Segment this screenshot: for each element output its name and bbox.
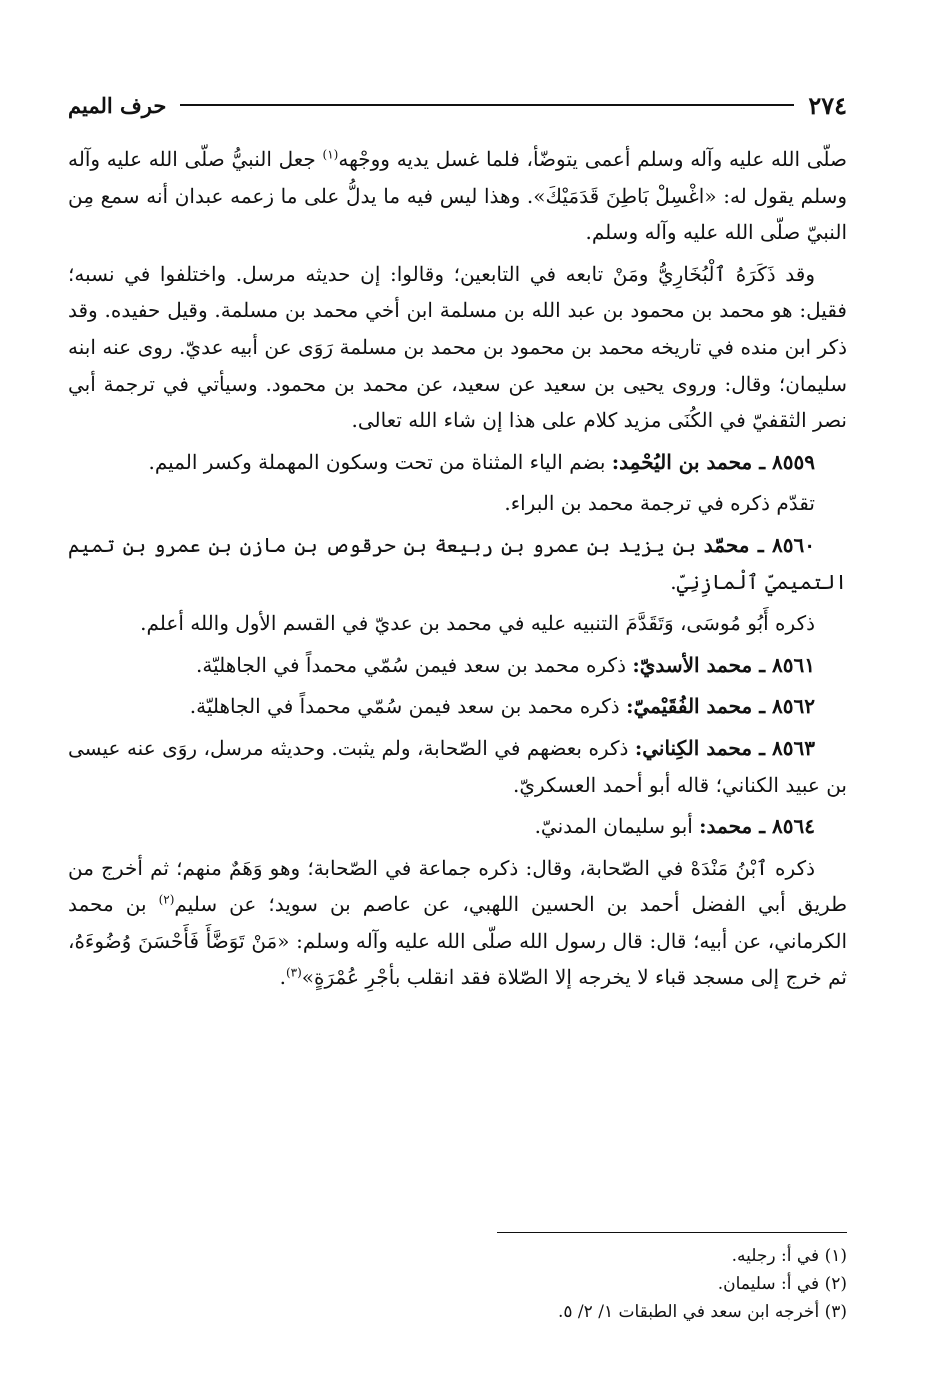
entry-text: ذكره محمد بن سعد فيمن سُمّي محمداً في الجاهليّة. [189, 694, 627, 719]
running-title: حرف الميم [68, 92, 167, 118]
footnote-3: (٣) أخرجه ابن سعد في الطبقات ١/ ٢/ ٥. [557, 1302, 847, 1322]
entry-8564 [68, 808, 847, 845]
paragraph [68, 256, 847, 439]
paragraph-text: جعل النبيُّ صلّى الله عليه وآله وسلم يقول له: «اغْسِلْ بَاطِنَ قَدَمَيْكَ». وهذا ليس فيه ما يدلُّ على ما زعمه عبدان أنه سمع مِن النبيّ صلّى الله عليه وآله وسلم. [68, 147, 847, 245]
footnote-separator [497, 1232, 847, 1233]
paragraph-text: ذكره أَبُو مُوسَى، وَتَقَدَّمَ التنبيه عليه في محمد بن عديّ في القسم الأول والله أعلم. [140, 611, 815, 636]
entry-8560 [68, 527, 847, 600]
paragraph-text: وقد ذَكَرَهُ ٱلْبُخَارِيُّ ومَنْ تابعه في التابعين؛ وقالوا: إن حديثه مرسل. واختلفوا في نسبه؛ فقيل: هو محمد بن محمود بن عبد الله بن مسلمة ابن أخي محمد بن مسلمة. وقيل حفيده. وقد ذكر ابن منده في تاريخه محمد بن محمود بن محمد بن مسلمة رَوَى عن أبيه عديّ. روى عنه ابنه سليمان؛ وقال: وروى يحيى بن سعيد عن سعيد، عن محمد بن محمود. وسيأتي في ترجمة أبي نصر الثقفيّ في الكُنَى مزيد كلام على هذا إن شاء الله تعالى. [68, 261, 847, 433]
entry-heading: ٨٥٦٠ ـ محمّد [703, 532, 815, 557]
entry-heading: ٨٥٥٩ ـ محمد بن اليُحْمِد: [611, 449, 815, 474]
entry-heading: ٨٥٦٣ ـ محمد الكِناني: [634, 735, 815, 760]
footnote-1: (١) في أ: رجليه. [731, 1246, 847, 1266]
footnote-2: (٢) في أ: سليمان. [717, 1274, 847, 1294]
footnote-marker: (٢) [158, 892, 175, 907]
entry-text: بضم الياء المثناة من تحت وسكون المهملة وكسر الميم. [148, 449, 612, 474]
footnotes [68, 1242, 847, 1326]
paragraph-text: تقدّم ذكره في ترجمة محمد بن البراء. [504, 491, 815, 516]
entry-8563 [68, 730, 847, 803]
header-rule [180, 104, 794, 106]
page-body [68, 141, 847, 1001]
entry-8562 [68, 688, 847, 725]
paragraph-continuation [68, 141, 847, 251]
page-header [68, 88, 847, 122]
entry-text: ذكره محمد بن سعد فيمن سُمّي محمداً في الجاهليّة. [196, 652, 633, 677]
entry-heading: ٨٥٦١ ـ محمد الأسديّ: [632, 652, 815, 677]
entry-8559 [68, 444, 847, 481]
entry-heading: ٨٥٦٢ ـ محمد الفُقَيْميّ: [626, 694, 815, 719]
entry-8561 [68, 647, 847, 684]
paragraph [68, 485, 847, 522]
paragraph-text: صلّى الله عليه وآله وسلم أعمى يتوضّأ، فلما غسل يديه ووجْهه [338, 147, 847, 171]
paragraph [68, 605, 847, 642]
page-number: ٢٧٤ [808, 90, 847, 120]
entry-heading: ٨٥٦٤ ـ محمد: [699, 814, 815, 839]
footnote-marker: (٣) [285, 965, 302, 980]
footnote-marker: (١) [322, 147, 339, 162]
paragraph [68, 850, 847, 996]
paragraph-text: . [279, 965, 286, 990]
entry-text: بن يزيد بن عمرو بن ربيعة بن حرقوص بن مازن بن عمرو بن تميم التميميّ ٱلْمازِنِيّ. [68, 532, 847, 594]
entry-text: ذكره بعضهم في الصّحابة، ولم يثبت. وحديثه مرسل، روَى عنه عيسى بن عبيد الكناني؛ قاله أبو أحمد العسكريّ. [68, 735, 847, 797]
paragraph-text: بن محمد الكرماني، عن أبيه؛ قال: قال رسول الله صلّى الله عليه وآله وسلم: «مَنْ تَوَضَّأَ فَأَحْسَنَ وُضُوءَهُ، ثم خرج إلى مسجد قباء لا يخرجه إلا الصّلاة فقد انقلب بأجْرِ عُمْرَةٍ» [68, 892, 848, 990]
entry-text: أبو سليمان المدنيّ. [534, 814, 700, 839]
paragraph-text: ذكره ٱبْنُ مَنْدَهْ في الصّحابة، وقال: ذكره جماعة في الصّحابة؛ وهو وَهَمٌ منهم؛ ثم أخرج من طريق أبي الفضل أحمد بن الحسين اللهبي، عن عاصم بن سويد؛ عن سليم [68, 855, 847, 917]
